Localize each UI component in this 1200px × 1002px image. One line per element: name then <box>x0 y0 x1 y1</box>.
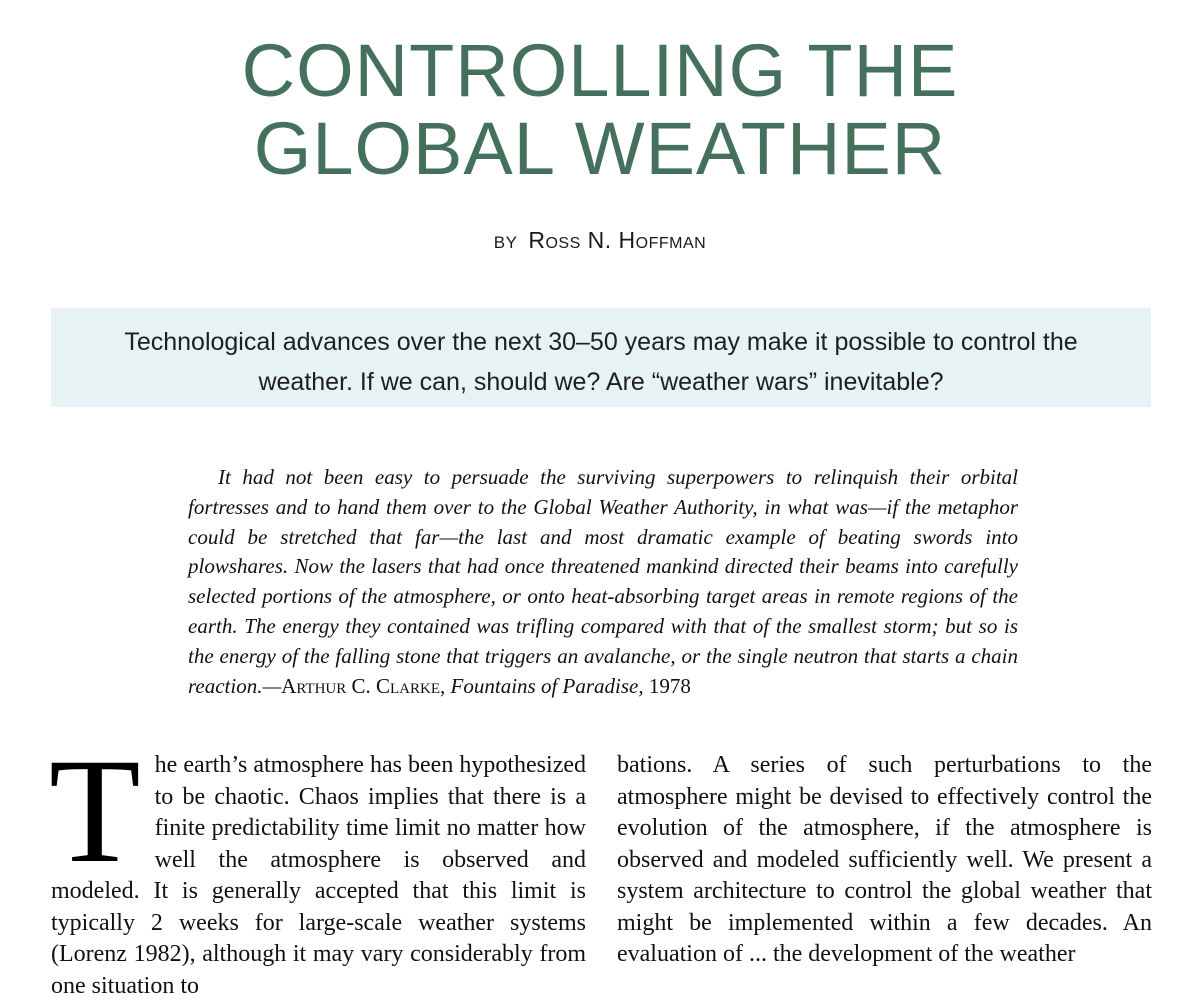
body-column-left <box>49 728 586 1002</box>
epigraph-year: 1978 <box>643 673 691 698</box>
title-line-1: CONTROLLING THE <box>241 29 959 112</box>
byline-prefix: BY <box>493 233 518 252</box>
article-title <box>0 29 1200 190</box>
byline <box>0 227 1200 254</box>
epigraph-work: Fountains of Paradise, <box>450 673 644 698</box>
epigraph-quote <box>188 463 1018 701</box>
epigraph-author: Arthur C. Clarke <box>281 673 441 698</box>
epigraph-text: It had not been easy to persuade the surviving superpowers to relinquish their orbital fortresses and to hand them over to the Global Weather Authority, in what was—if the metaphor could be stretched that far—the last and most dramatic example of beating swords into plowshares. Now the lasers that had once threatened mankind directed their beams into carefully selected portions of the atmosphere, or onto heat-absorbing target areas in remote regions of the earth. The energy they contained was trifling compared with that of the smallest storm; but so is the energy of the falling stone that triggers an avalanche, or the single neutron that starts a chain reaction. <box>188 465 1018 698</box>
author-name: Ross N. Hoffman <box>528 227 707 253</box>
body-right-text: bations. A series of such perturbations to the atmosphere might be devised to effectively control the evolution of the atmosphere, if the atmosphere is observed and modeled sufficiently well. We present a system architecture to control the global weather that might be implemented within a few decades. An evaluation of ... the development of the weather <box>617 752 1152 967</box>
body-column-right <box>617 750 1152 971</box>
title-line-2: GLOBAL WEATHER <box>253 107 947 190</box>
epigraph-dash: — <box>262 673 282 698</box>
epigraph-separator: , <box>440 673 451 698</box>
drop-cap: T <box>49 728 141 894</box>
body-left-text: he earth’s atmosphere has been hypothesized to be chaotic. Chaos implies that there is a finite predictability time limit no matter how well the atmosphere is observed and modeled. It is generally accepted that this limit is typically 2 weeks for large-scale weather systems (Lorenz 1982), although it may vary considerably from one situation to <box>51 752 586 999</box>
deck-summary-box <box>51 308 1151 407</box>
deck-text: Technological advances over the next 30–50 years may make it possible to control the weather. If we can, should we? Are “weather wars” inevitable? <box>124 328 1078 396</box>
